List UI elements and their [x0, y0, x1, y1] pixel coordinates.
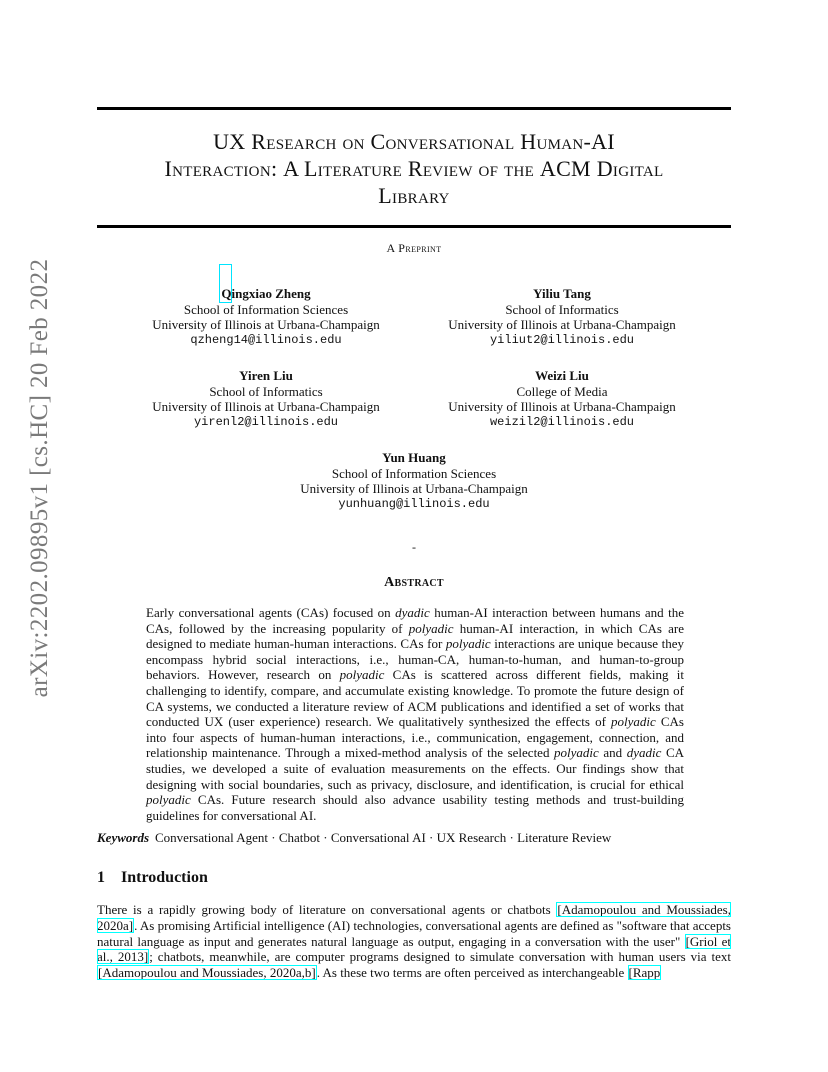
paper-title	[97, 128, 731, 209]
author-email[interactable]: weizil2@illinois.edu	[489, 414, 635, 429]
author-dept: College of Media	[516, 383, 608, 399]
keywords-line	[97, 830, 731, 846]
author-dept: School of Informatics	[209, 383, 323, 399]
author-block	[442, 368, 682, 430]
citation-link[interactable]: [Rapp	[628, 965, 661, 981]
author-univ: University of Illinois at Urbana-Champaign	[448, 317, 676, 332]
author-univ: University of Illinois at Urbana-Champaign	[152, 317, 380, 332]
keywords-text: Conversational Agent · Chatbot · Conversational AI · UX Research · Literature Review	[155, 830, 612, 845]
author-block	[442, 286, 682, 348]
author-univ: University of Illinois at Urbana-Champaign	[300, 481, 528, 496]
abstract-text: Early conversational agents (CAs) focused on dyadic human-AI interaction between humans and the CAs, followed by the increasing popularity of polyadic human-AI interaction, in which CAs are designed to mediate human-human interactions. CAs for polyadic interactions are unique because they encompass hybrid social interactions, i.e., human-CA, human-to-human, and human-to-group behaviors. However, research on polyadic CAs is scattered across different fields, making it challenging to identify, compare, and accumulate existing knowledge. To promote the future design of CA systems, we conducted a literature review of ACM publications and identified a set of works that conducted UX (user experience) research. We qualitatively synthesized the effects of polyadic CAs into four aspects of human-human interactions, i.e., communication, engagement, connection, and relationship maintenance. Through a mixed-method analysis of the selected polyadic and dyadic CA studies, we developed a suite of evaluation measurements on the effects. Our findings show that designing with social boundaries, such as privacy, disclosure, and identification, is crucial for ethical polyadic CAs. Future research should also advance usability testing methods and trust-building guidelines for conversational AI.	[146, 605, 685, 823]
top-rule	[97, 107, 731, 110]
author-name: Yiren Liu	[239, 368, 293, 383]
section-title: Introduction	[121, 869, 208, 886]
bottom-rule	[97, 225, 731, 228]
author-block	[146, 368, 386, 430]
section-heading	[97, 869, 208, 887]
author-dept: School of Informatics	[505, 301, 619, 317]
author-block	[294, 450, 534, 512]
author-name: Yiliu Tang	[533, 286, 591, 301]
abstract-heading: Abstract	[384, 575, 444, 590]
title-line-3: Library	[378, 183, 450, 208]
author-email[interactable]: yiliut2@illinois.edu	[489, 332, 635, 347]
keywords-label: Keywords	[97, 830, 149, 845]
author-email[interactable]: yunhuang@illinois.edu	[338, 496, 490, 511]
author-email[interactable]: yirenl2@illinois.edu	[193, 414, 339, 429]
citation-link[interactable]: [Adamopoulou and Moussiades, 2020a]	[97, 902, 731, 933]
preprint-label: A Preprint	[386, 241, 442, 255]
citation-link[interactable]: [Adamopoulou and Moussiades, 2020a,b]	[98, 965, 316, 981]
author-dept: School of Information Sciences	[183, 301, 349, 317]
section-number: 1	[97, 869, 105, 886]
author-email[interactable]: qzheng14@illinois.edu	[190, 332, 342, 347]
author-name: Qingxiao Zheng	[221, 286, 311, 301]
author-name: Yun Huang	[382, 450, 446, 465]
author-univ: University of Illinois at Urbana-Champaign	[448, 399, 676, 414]
author-dept: School of Information Sciences	[331, 465, 497, 481]
intro-paragraph: There is a rapidly growing body of literature on conversational agents or chatbots [Adamopoulou and Moussiades, 2020a]. As promising Artificial intelligence (AI) technologies, conversational agents are defined as "software that accepts natural language as input and generates natural language as output, engaging in a conversation with the user" [Griol et al., 2013]; chatbots, meanwhile, are computer programs designed to simulate conversation with human users via text [Adamopoulou and Moussiades, 2020a,b]. As these two terms are often perceived as interchangeable [Rapp	[97, 902, 732, 981]
author-separator: -	[412, 540, 416, 554]
title-line-2: Interaction: A Literature Review of the ACM Digital	[164, 156, 664, 181]
author-block	[146, 286, 386, 348]
author-name: Weizi Liu	[535, 368, 589, 383]
author-univ: University of Illinois at Urbana-Champaign	[152, 399, 380, 414]
arxiv-stamp: arXiv:2202.09895v1 [cs.HC] 20 Feb 2022	[26, 258, 53, 698]
citation-link[interactable]: [Griol et al., 2013]	[97, 933, 732, 965]
title-line-1: UX Research on Conversational Human-AI	[213, 129, 615, 154]
